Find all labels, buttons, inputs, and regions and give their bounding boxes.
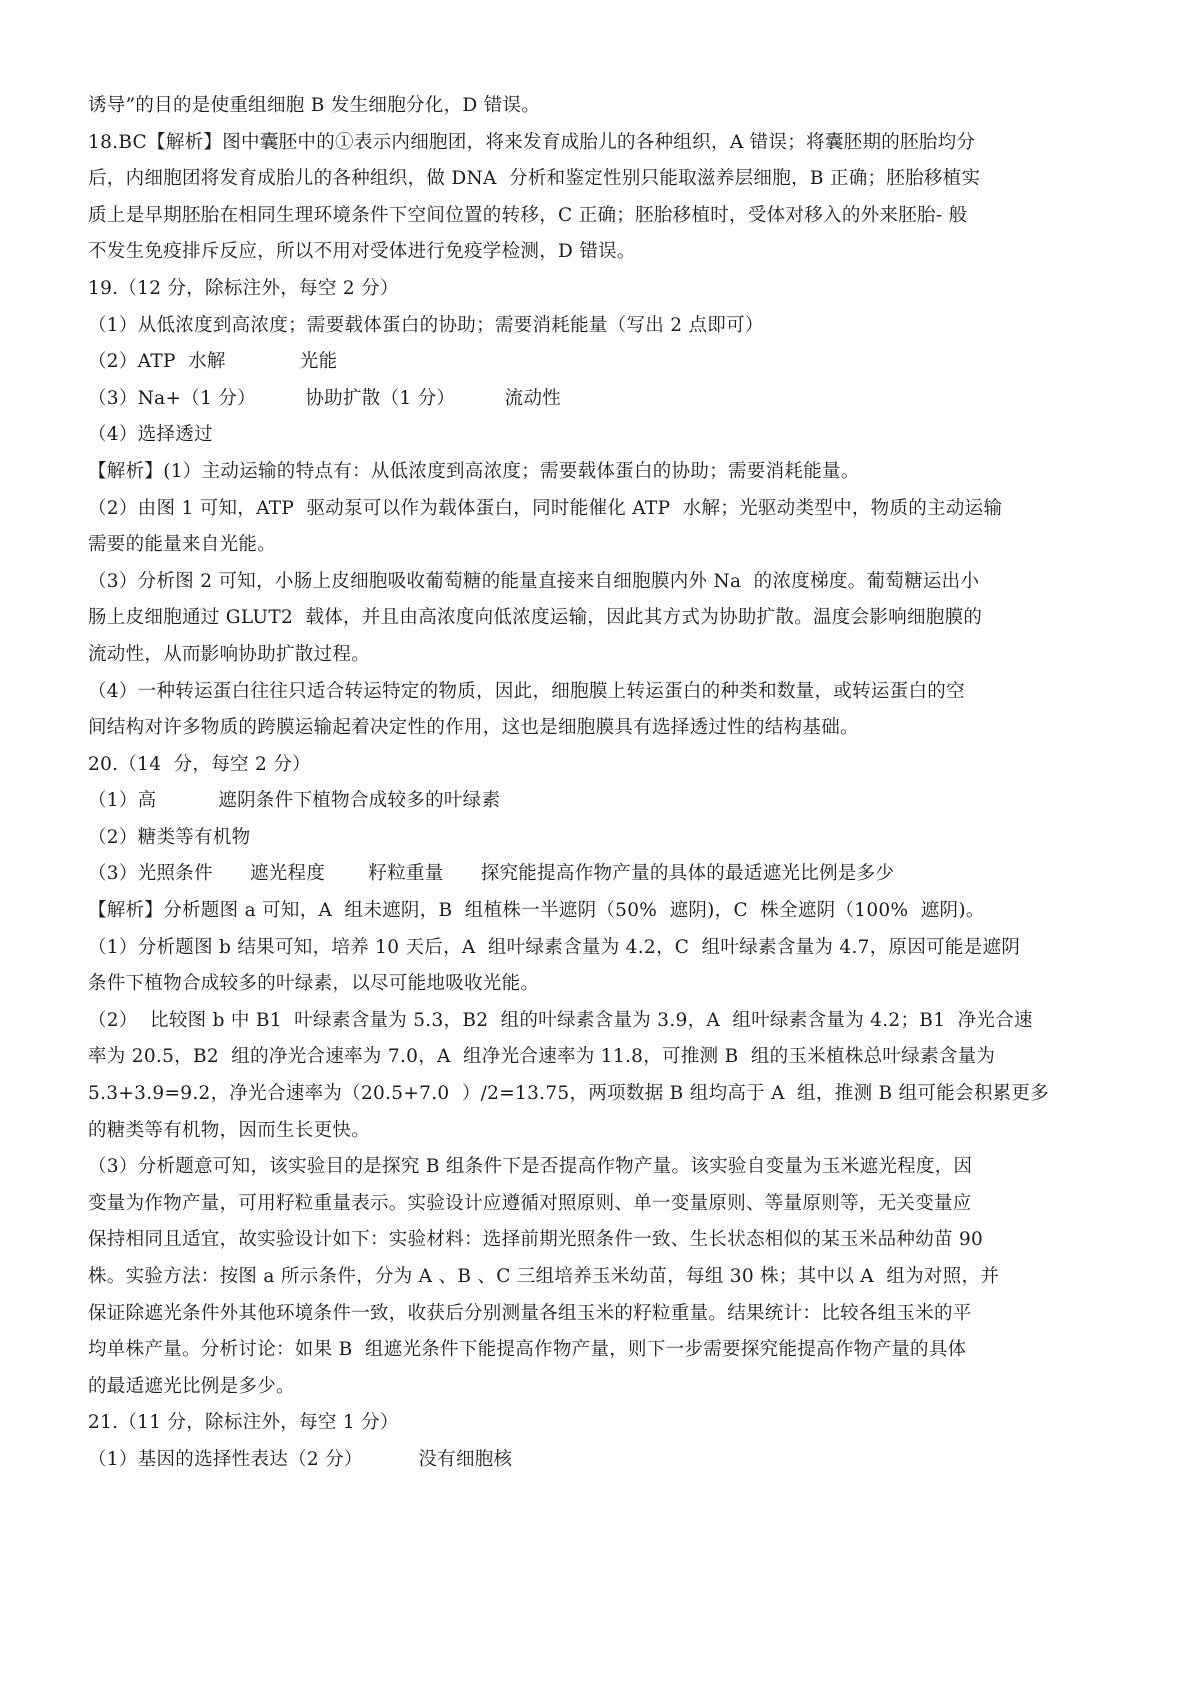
text-line: 保持相同且适宜，故实验设计如下：实验材料：选择前期光照条件一致、生长状态相似的某玉米品种幼苗 90 (88, 1229, 984, 1251)
text-line: 质上是早期胚胎在相同生理环境条件下空间位置的转移，C 正确；胚胎移植时，受体对移入的外来胚胎- 般 (88, 204, 968, 226)
answer-line: （4）选择透过 (88, 424, 213, 446)
text-line: 肠上皮细胞通过 GLUT2 载体，并且由高浓度向低浓度运输，因此其方式为协助扩散。温度会影响细胞膜的 (88, 607, 983, 629)
text-line: 不发生免疫排斥反应，所以不用对受体进行免疫学检测，D 错误。 (88, 241, 636, 263)
text-line: 5.3+3.9=9.2，净光合速率为（20.5+7.0 ）/2=13.75，两项数据 B 组均高于 A 组，推测 B 组可能会积累更多 (88, 1083, 1050, 1105)
text-line: 均单株产量。分析讨论：如果 B 组遮光条件下能提高作物产量，则下一步需要探究能提高作物产量的具体 (88, 1339, 967, 1361)
text-line: 诱导”的目的是使重组细胞 B 发生细胞分化，D 错误。 (88, 95, 541, 116)
question-19-heading: 19.（12 分，除标注外，每空 2 分） (88, 277, 399, 299)
text-line: 后，内细胞团将发育成胎儿的各种组织，做 DNA 分析和鉴定性别只能取滋养层细胞，B 正确；胚胎移植实 (88, 168, 981, 190)
answer-line: （1）从低浓度到高浓度；需要载体蛋白的协助；需要消耗能量（写出 2 点即可） (88, 314, 764, 336)
answer-line: （1）基因的选择性表达（2 分） 没有细胞核 (88, 1448, 513, 1470)
question-18-answer-line: 18.BC【解析】图中囊胚中的①表示内细胞团，将来发育成胎儿的各种组织，A 错误；将囊胚期的胚胎均分 (88, 131, 976, 153)
text-line: 株。实验方法：按图 a 所示条件，分为 A 、B 、C 三组培养玉米幼苗，每组 30 株；其中以 A 组为对照，并 (88, 1266, 1000, 1287)
text-line: 条件下植物合成较多的叶绿素，以尽可能地吸收光能。 (88, 973, 540, 995)
text-line: 率为 20.5，B2 组的净光合速率为 7.0，A 组净光合速率为 11.8，可推测 B 组的玉米植株总叶绿素含量为 (88, 1046, 996, 1068)
question-20-heading: 20.（14 分，每空 2 分） (88, 753, 311, 775)
explanation-line: 【解析】分析题图 a 可知，A 组未遮阴，B 组植株一半遮阴（50% 遮阴)，C 株全遮阴（100% 遮阴)。 (88, 900, 985, 922)
text-line: （2）由图 1 可知，ATP 驱动泵可以作为载体蛋白，同时能催化 ATP 水解；光驱动类型中，物质的主动运输 (88, 497, 1003, 519)
question-21-heading: 21.（11 分，除标注外，每空 1 分） (88, 1412, 399, 1434)
answer-line: （2）糖类等有机物 (88, 826, 251, 848)
text-line: 的糖类等有机物，因而生长更快。 (88, 1119, 371, 1141)
text-line: （3）分析图 2 可知，小肠上皮细胞吸收葡萄糖的能量直接来自细胞膜内外 Na 的浓度梯度。葡萄糖运出小 (88, 570, 980, 592)
text-line: 变量为作物产量，可用籽粒重量表示。实验设计应遵循对照原则、单一变量原则、等量原则等，无关变量应 (88, 1192, 972, 1214)
text-line: （2） 比较图 b 中 B1 叶绿素含量为 5.3，B2 组的叶绿素含量为 3.9，A 组叶绿素含量为 4.2；B1 净光合速 (88, 1009, 1033, 1031)
text-line: 流动性，从而影响协助扩散过程。 (88, 643, 371, 665)
text-line: 需要的能量来自光能。 (88, 534, 277, 556)
text-line: （3）分析题意可知，该实验目的是探究 B 组条件下是否提高作物产量。该实验自变量为玉米遮光程度，因 (88, 1156, 973, 1178)
text-line: （1）分析题图 b 结果可知，培养 10 天后，A 组叶绿素含量为 4.2，C 组叶绿素含量为 4.7，原因可能是遮阴 (88, 936, 1021, 958)
explanation-line: 【解析】(1）主动运输的特点有：从低浓度到高浓度；需要载体蛋白的协助；需要消耗能量。 (88, 460, 860, 482)
text-line: （4）一种转运蛋白往往只适合转运特定的物质，因此，细胞膜上转运蛋白的种类和数量，或转运蛋白的空 (88, 680, 965, 702)
text-line: 的最适遮光比例是多少。 (88, 1375, 295, 1397)
document-body (88, 88, 1098, 1479)
text-line: 间结构对许多物质的跨膜运输起着决定性的作用，这也是细胞膜具有选择透过性的结构基础。 (88, 717, 859, 739)
answer-line: （3）光照条件 遮光程度 籽粒重量 探究能提高作物产量的具体的最适遮光比例是多少 (88, 863, 895, 885)
text-line: 保证除遮光条件外其他环境条件一致，收获后分别测量各组玉米的籽粒重量。结果统计：比较各组玉米的平 (88, 1302, 972, 1324)
answer-line: （3）Na+（1 分） 协助扩散（1 分） 流动性 (88, 387, 562, 409)
answer-line: （1）高 遮阴条件下植物合成较多的叶绿素 (88, 790, 501, 812)
answer-line: （2）ATP 水解 光能 (88, 351, 338, 373)
